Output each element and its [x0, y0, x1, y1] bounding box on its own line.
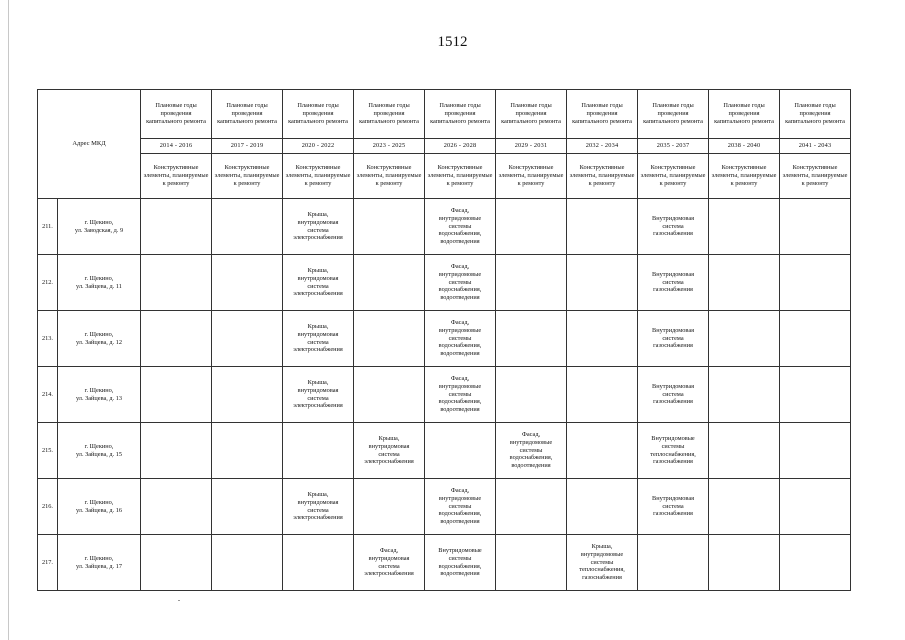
row-number: 212.	[38, 255, 58, 311]
repair-elements-cell	[567, 311, 638, 367]
period-header: 2026 - 2028	[425, 139, 496, 154]
repair-elements-cell	[709, 423, 780, 479]
repair-elements-cell	[283, 535, 354, 591]
planned-years-header: Плановые годы проведения капитального ремонта	[354, 90, 425, 139]
repair-elements-cell	[283, 423, 354, 479]
address-street: ул. Зайцева, д. 16	[75, 506, 123, 514]
repair-elements-cell	[141, 255, 212, 311]
repair-elements-cell: Крыша, внутридомовая система электроснабжения	[283, 199, 354, 255]
repair-elements-cell	[212, 199, 283, 255]
repair-elements-cell: Фасад, внутридомовые системы водоснабжения, водоотведения	[425, 479, 496, 535]
repair-elements-cell	[780, 255, 851, 311]
address-street: ул. Зайцева, д. 17	[75, 562, 123, 570]
repair-elements-cell	[354, 255, 425, 311]
address-cell	[58, 311, 141, 367]
row-number: 214.	[38, 367, 58, 423]
repair-elements-cell: Крыша, внутридомовые системы теплоснабжения, газоснабжения	[567, 535, 638, 591]
repair-elements-cell	[212, 423, 283, 479]
repair-elements-cell	[780, 535, 851, 591]
repair-elements-cell: Внутридомовая система газоснабжения	[638, 367, 709, 423]
period-header: 2041 - 2043	[780, 139, 851, 154]
repair-elements-cell	[141, 535, 212, 591]
repair-elements-cell	[141, 367, 212, 423]
elements-header: Конструктивные элементы, планируемые к ремонту	[780, 154, 851, 199]
elements-header: Конструктивные элементы, планируемые к ремонту	[212, 154, 283, 199]
period-header: 2032 - 2034	[567, 139, 638, 154]
elements-header: Конструктивные элементы, планируемые к ремонту	[283, 154, 354, 199]
address-city: г. Щекино,	[84, 442, 114, 450]
planned-years-header: Плановые годы проведения капитального ремонта	[141, 90, 212, 139]
repair-elements-cell: Внутридомовая система газоснабжения	[638, 199, 709, 255]
repair-elements-cell	[780, 367, 851, 423]
repair-elements-cell: Крыша, внутридомовая система электроснабжения	[283, 367, 354, 423]
planned-years-header: Плановые годы проведения капитального ремонта	[496, 90, 567, 139]
period-header: 2020 - 2022	[283, 139, 354, 154]
repair-elements-cell	[212, 367, 283, 423]
row-number: 213.	[38, 311, 58, 367]
repair-elements-cell	[709, 255, 780, 311]
repair-elements-cell	[780, 199, 851, 255]
repair-elements-cell	[496, 479, 567, 535]
address-cell	[58, 479, 141, 535]
repair-elements-cell	[496, 255, 567, 311]
address-street: ул. Зайцева, д. 13	[75, 394, 123, 402]
period-header: 2017 - 2019	[212, 139, 283, 154]
elements-header: Конструктивные элементы, планируемые к ремонту	[709, 154, 780, 199]
elements-header: Конструктивные элементы, планируемые к ремонту	[638, 154, 709, 199]
repair-elements-cell	[567, 255, 638, 311]
repair-elements-cell: Фасад, внутридомовые системы водоснабжения, водоотведения	[425, 255, 496, 311]
repair-elements-cell: Внутридомовые системы теплоснабжения, газоснабжения	[638, 423, 709, 479]
repair-elements-cell	[496, 367, 567, 423]
address-cell	[58, 367, 141, 423]
repair-elements-cell	[496, 311, 567, 367]
repair-elements-cell	[212, 255, 283, 311]
repair-elements-cell	[567, 367, 638, 423]
address-city: г. Щекино,	[84, 218, 114, 226]
repair-elements-cell	[709, 311, 780, 367]
period-header: 2014 - 2016	[141, 139, 212, 154]
row-number: 215.	[38, 423, 58, 479]
planned-years-header: Плановые годы проведения капитального ремонта	[425, 90, 496, 139]
repair-elements-cell	[780, 423, 851, 479]
row-number: 211.	[38, 199, 58, 255]
repair-elements-cell	[567, 423, 638, 479]
address-cell	[58, 255, 141, 311]
address-street: ул. Заводская, д. 9	[74, 226, 124, 234]
repair-elements-cell	[780, 479, 851, 535]
planned-years-header: Плановые годы проведения капитального ремонта	[638, 90, 709, 139]
period-header: 2038 - 2040	[709, 139, 780, 154]
repair-elements-cell	[212, 311, 283, 367]
repair-elements-cell: Внутридомовая система газоснабжения	[638, 255, 709, 311]
repair-elements-cell	[354, 367, 425, 423]
address-street: ул. Зайцева, д. 12	[75, 338, 123, 346]
repair-elements-cell	[709, 199, 780, 255]
repair-elements-cell: Фасад, внутридомовая система электроснабжения	[354, 535, 425, 591]
repair-elements-cell	[354, 199, 425, 255]
address-cell	[58, 535, 141, 591]
repair-elements-cell	[354, 479, 425, 535]
table-row	[38, 311, 851, 367]
address-city: г. Щекино,	[84, 330, 114, 338]
repair-elements-cell	[425, 423, 496, 479]
address-cell	[58, 199, 141, 255]
repair-elements-cell: Фасад, внутридомовые системы водоснабжения, водоотведения	[425, 367, 496, 423]
planned-years-header: Плановые годы проведения капитального ремонта	[567, 90, 638, 139]
table-row	[38, 423, 851, 479]
elements-header: Конструктивные элементы, планируемые к ремонту	[496, 154, 567, 199]
scan-edge-line	[8, 0, 9, 640]
row-number: 217.	[38, 535, 58, 591]
period-header: 2029 - 2031	[496, 139, 567, 154]
table-row	[38, 255, 851, 311]
repair-schedule-table	[37, 89, 851, 591]
address-city: г. Щекино,	[84, 274, 114, 282]
scan-speck	[178, 600, 180, 601]
address-city: г. Щекино,	[84, 386, 114, 394]
table-row	[38, 367, 851, 423]
repair-elements-cell	[638, 535, 709, 591]
elements-header: Конструктивные элементы, планируемые к ремонту	[425, 154, 496, 199]
planned-years-header: Плановые годы проведения капитального ремонта	[283, 90, 354, 139]
repair-elements-cell: Фасад, внутридомовые системы водоснабжения, водоотведения	[425, 311, 496, 367]
table-row	[38, 199, 851, 255]
repair-elements-cell	[496, 199, 567, 255]
repair-elements-cell	[141, 311, 212, 367]
repair-elements-cell: Крыша, внутридомовая система электроснабжения	[354, 423, 425, 479]
elements-header: Конструктивные элементы, планируемые к ремонту	[141, 154, 212, 199]
repair-elements-cell: Фасад, внутридомовые системы водоснабжения, водоотведения	[425, 199, 496, 255]
address-street: ул. Зайцева, д. 11	[76, 282, 122, 290]
repair-elements-cell	[141, 479, 212, 535]
repair-elements-cell	[709, 367, 780, 423]
address-city: г. Щекино,	[84, 554, 114, 562]
repair-elements-cell	[780, 311, 851, 367]
repair-elements-cell: Крыша, внутридомовая система электроснабжения	[283, 479, 354, 535]
repair-elements-cell	[567, 479, 638, 535]
address-city: г. Щекино,	[84, 498, 114, 506]
planned-years-header: Плановые годы проведения капитального ремонта	[212, 90, 283, 139]
row-number: 216.	[38, 479, 58, 535]
table-row	[38, 535, 851, 591]
repair-elements-cell	[141, 423, 212, 479]
table-row	[38, 479, 851, 535]
repair-elements-cell	[212, 479, 283, 535]
repair-elements-cell	[709, 535, 780, 591]
repair-elements-cell	[354, 311, 425, 367]
period-header: 2035 - 2037	[638, 139, 709, 154]
repair-elements-cell: Крыша, внутридомовая система электроснабжения	[283, 311, 354, 367]
repair-elements-cell: Крыша, внутридомовая система электроснабжения	[283, 255, 354, 311]
elements-header: Конструктивные элементы, планируемые к ремонту	[567, 154, 638, 199]
repair-elements-cell: Внутридомовая система газоснабжения	[638, 311, 709, 367]
repair-elements-cell	[567, 199, 638, 255]
repair-elements-cell: Фасад, внутридомовые системы водоснабжения, водоотведения	[496, 423, 567, 479]
repair-elements-cell	[709, 479, 780, 535]
repair-elements-cell	[496, 535, 567, 591]
elements-header: Конструктивные элементы, планируемые к ремонту	[354, 154, 425, 199]
repair-elements-cell	[141, 199, 212, 255]
address-header-cell	[38, 90, 141, 199]
repair-elements-cell	[212, 535, 283, 591]
address-cell	[58, 423, 141, 479]
planned-years-header: Плановые годы проведения капитального ремонта	[709, 90, 780, 139]
address-street: ул. Зайцева, д. 15	[75, 450, 123, 458]
planned-years-header: Плановые годы проведения капитального ремонта	[780, 90, 851, 139]
period-header: 2023 - 2025	[354, 139, 425, 154]
repair-elements-cell: Внутридомовые системы водоснабжения, водоотведения	[425, 535, 496, 591]
repair-elements-cell: Внутридомовая система газоснабжения	[638, 479, 709, 535]
address-header: Адрес МКД	[72, 139, 106, 147]
page-number: 1512	[437, 34, 468, 50]
